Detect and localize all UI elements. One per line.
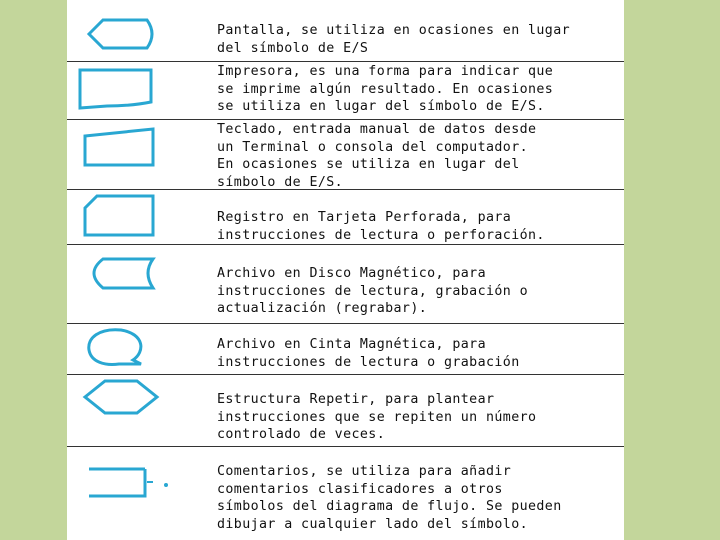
magnetic-disk-icon — [67, 245, 207, 324]
document-icon — [67, 62, 207, 120]
symbol-row-comment — [67, 447, 624, 540]
symbol-row-punched-card — [67, 190, 624, 245]
symbol-row-magnetic-disk — [67, 245, 624, 324]
symbol-row-display — [67, 0, 624, 62]
row-description: Registro en Tarjeta Perforada, para instrucciones de lectura o perforación. — [217, 210, 545, 243]
row-description: Estructura Repetir, para plantear instrucciones que se repiten un número controlado de veces. — [217, 392, 537, 442]
row-description: Archivo en Disco Magnético, para instrucciones de lectura, grabación o actualización (regrabar). — [217, 266, 528, 316]
magnetic-tape-icon — [67, 324, 207, 375]
symbol-row-manual-input — [67, 120, 624, 190]
row-description: Teclado, entrada manual de datos desde un Terminal o consola del computador. En ocasiones se utiliza en lugar del símbolo de E/S. — [217, 122, 537, 190]
symbol-row-document — [67, 62, 624, 120]
symbol-row-loop — [67, 375, 624, 447]
row-description: Archivo en Cinta Magnética, para instrucciones de lectura o grabación — [217, 337, 520, 370]
comment-icon — [67, 447, 207, 540]
row-description: Impresora, es una forma para indicar que se imprime algún resultado. En ocasiones se utiliza en lugar del símbolo de E/S. — [217, 64, 554, 114]
display-icon — [67, 0, 207, 62]
symbol-row-magnetic-tape — [67, 324, 624, 375]
punched-card-icon — [67, 190, 207, 245]
row-description: Pantalla, se utiliza en ocasiones en lugar del símbolo de E/S — [217, 23, 571, 56]
manual-input-icon — [67, 120, 207, 190]
row-description: Comentarios, se utiliza para añadir comentarios clasificadores a otros símbolos del diagrama de flujo. Se pueden dibujar a cualquier lado del símbolo. — [217, 464, 562, 532]
loop-hexagon-icon — [67, 375, 207, 447]
symbol-table — [67, 0, 624, 540]
